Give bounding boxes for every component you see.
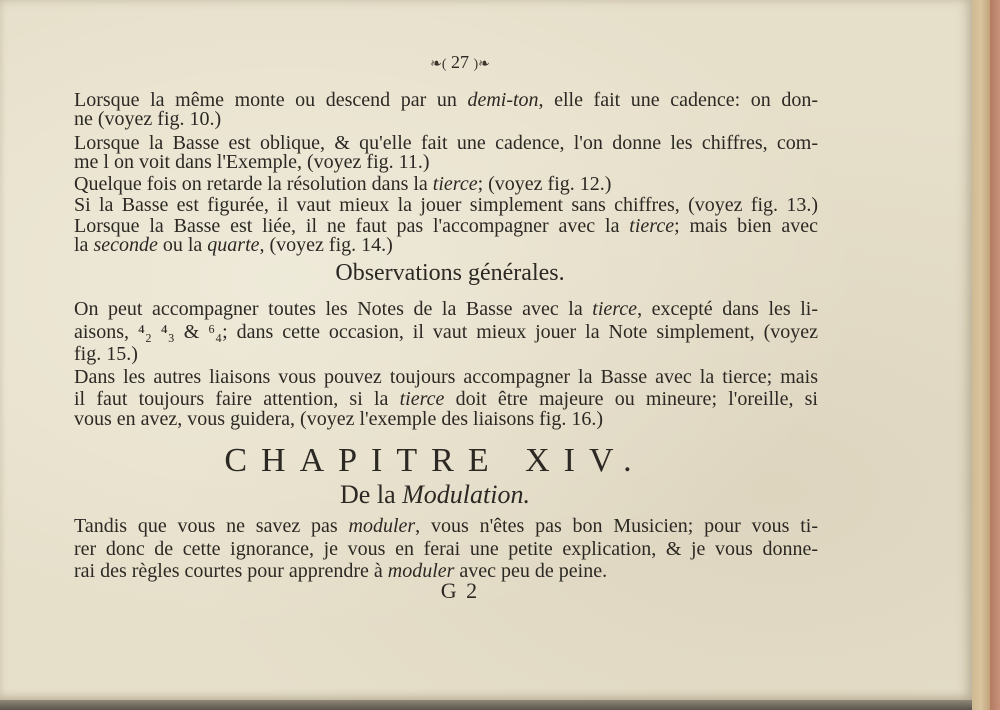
page-bottom-shadow	[0, 700, 972, 710]
page-number: 27	[451, 52, 469, 72]
signature-mark: G 2	[440, 578, 480, 603]
chapter-title: CHAPITRE XIV.	[224, 442, 646, 479]
text-line: la seconde ou la quarte, (voyez fig. 14.)	[74, 234, 393, 256]
page-header	[0, 52, 920, 75]
section-title: De la Modulation.	[340, 480, 530, 509]
ornament-right-icon: )❧	[473, 57, 490, 72]
book-cover-edge	[990, 0, 1000, 710]
text-line: Lorsque la Basse est liée, il ne faut pas l'accompagner avec la tierce; mais bien avec	[74, 215, 818, 237]
text-line: ne (voyez fig. 10.)	[74, 108, 222, 130]
text-line: Tandis que vous ne savez pas moduler, vous n'êtes pas bon Musicien; pour vous ti-	[74, 515, 818, 537]
text-line: Lorsque la même monte ou descend par un demi-ton, elle fait une cadence: on don-	[74, 89, 819, 111]
text-line: Quelque fois on retarde la résolution dans la tierce; (voyez fig. 12.)	[74, 173, 612, 195]
text-line: vous en avez, vous guidera, (voyez l'exemple des liaisons fig. 16.)	[74, 408, 604, 430]
text-line: il faut toujours faire attention, si la tierce doit être majeure ou mineure; l'oreille, si	[74, 388, 818, 410]
text-line: aisons, ⁴₂ ⁴₃ & ⁶₄; dans cette occasion, il vaut mieux jouer la Note simplement, (voyez	[74, 321, 818, 343]
text-line: me l on voit dans l'Exemple, (voyez fig. 11.)	[74, 151, 430, 173]
ornament-left-icon: ❧(	[430, 57, 447, 72]
text-line: Dans les autres liaisons vous pouvez toujours accompagner la Basse avec la tierce; mais	[74, 366, 818, 388]
text-line: Si la Basse est figurée, il vaut mieux la jouer simplement sans chiffres, (voyez fig. 13.)	[74, 194, 818, 216]
section-heading: Observations générales.	[335, 260, 565, 286]
text-line: On peut accompagner toutes les Notes de la Basse avec la tierce, excepté dans les li-	[74, 298, 818, 320]
text-line: rer donc de cette ignorance, je vous en ferai une petite explication, & je vous donne-	[74, 538, 818, 560]
text-line: rai des règles courtes pour apprendre à moduler avec peu de peine.	[74, 560, 608, 582]
text-line: fig. 15.)	[74, 343, 138, 365]
text-line: Lorsque la Basse est oblique, & qu'elle fait une cadence, l'on donne les chiffres, com-	[74, 132, 818, 154]
